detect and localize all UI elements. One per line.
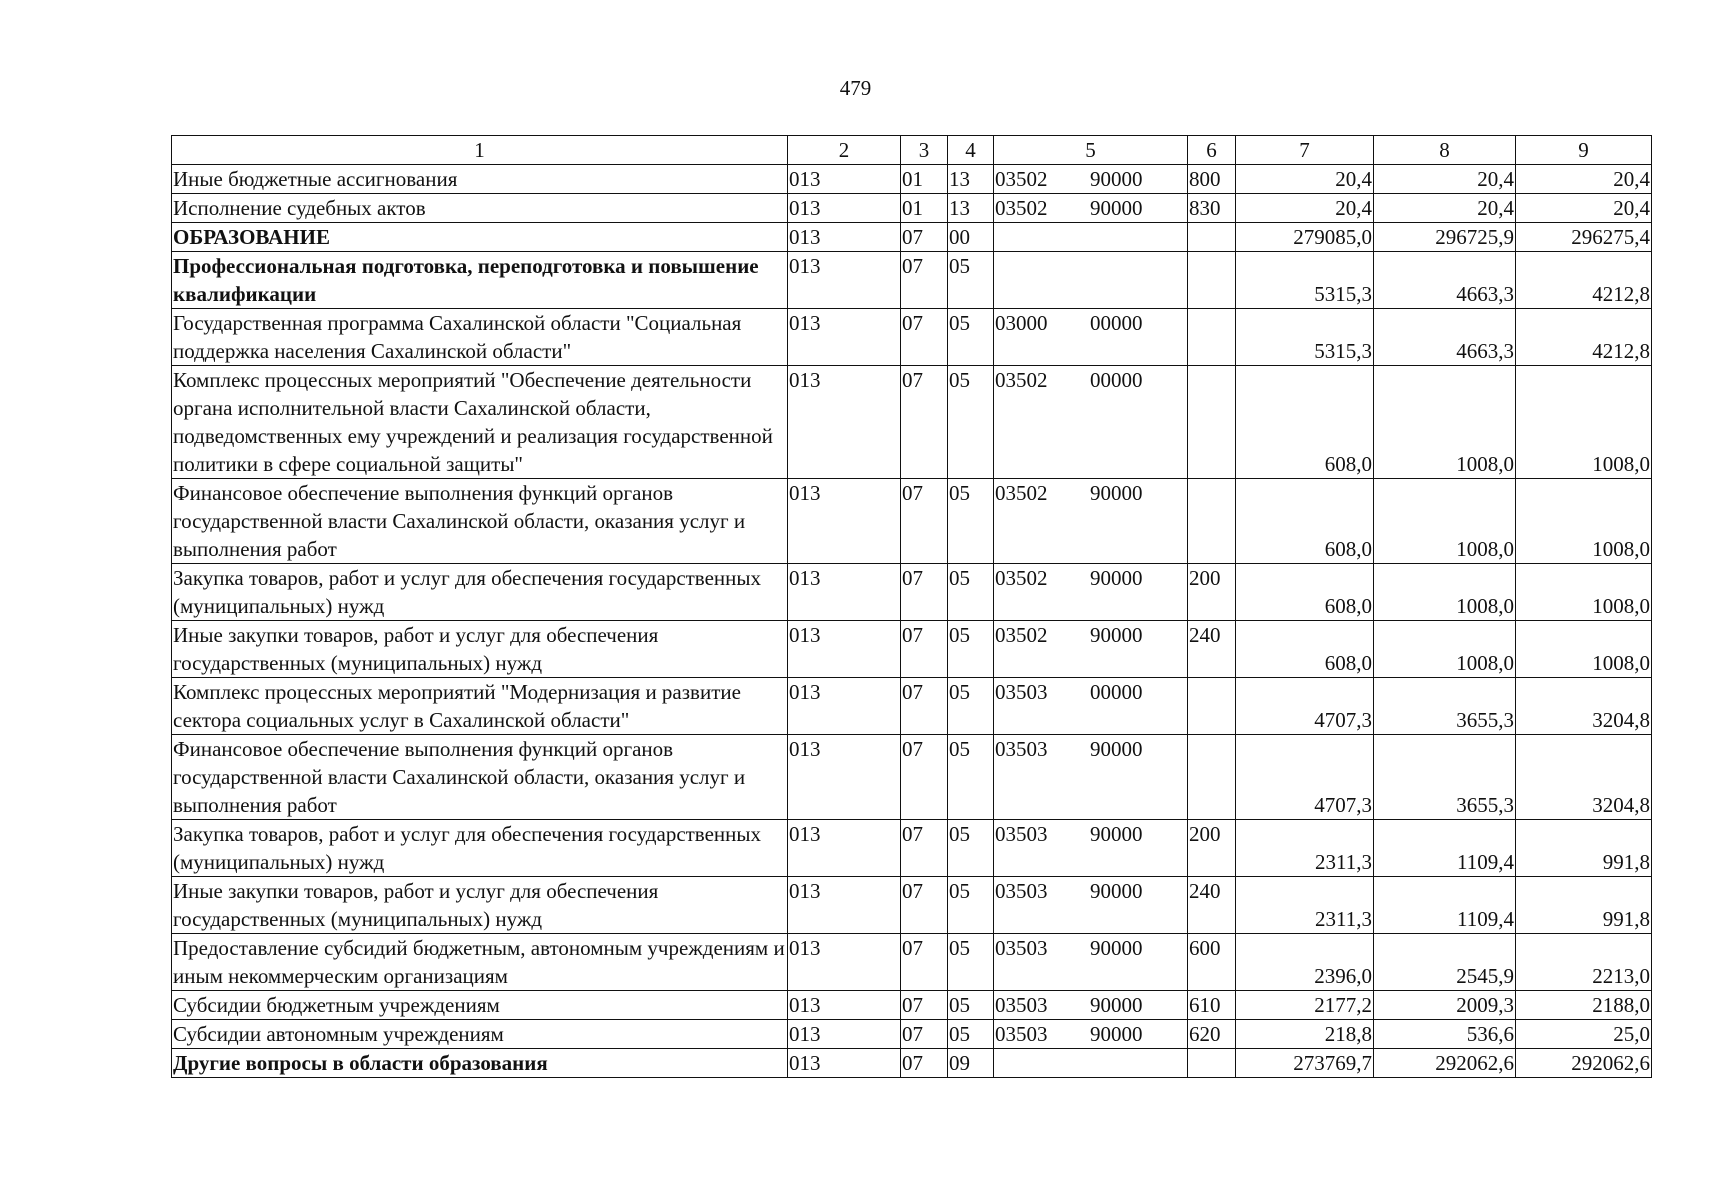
amount-year3-cell: 20,4 [1516,194,1652,223]
section-cell: 07 [901,252,948,309]
amount-year2-cell: 20,4 [1374,194,1516,223]
target-article-part1: 03503 [995,822,1048,846]
amount-year2-cell: 4663,3 [1374,252,1516,309]
amount-year1-cell: 2311,3 [1236,877,1374,934]
row-name-cell: ОБРАЗОВАНИЕ [172,223,788,252]
amount-year2-cell: 2009,3 [1374,991,1516,1020]
target-article-part2: 00000 [1090,680,1143,704]
subsection-cell: 05 [948,678,994,735]
page-number: 479 [839,76,872,100]
target-article-cell [994,877,1188,934]
code-cell: 013 [788,1049,901,1078]
amount-year1-cell: 218,8 [1236,1020,1374,1049]
amount-year2-cell: 1109,4 [1374,820,1516,877]
target-article-cell [994,934,1188,991]
amount-year2-cell: 20,4 [1374,165,1516,194]
target-article-cell [994,194,1188,223]
code-cell: 013 [788,877,901,934]
target-article-part2: 90000 [1090,879,1143,903]
amount-year1-cell: 273769,7 [1236,1049,1374,1078]
subsection-cell: 09 [948,1049,994,1078]
table-row [172,223,1652,252]
target-article-cell [994,621,1188,678]
amount-year1-cell: 4707,3 [1236,678,1374,735]
amount-year1-cell: 5315,3 [1236,309,1374,366]
target-article-part1: 03503 [995,1022,1048,1046]
expense-type-cell: 600 [1188,934,1236,991]
section-cell: 01 [901,165,948,194]
section-cell: 07 [901,1049,948,1078]
code-cell: 013 [788,223,901,252]
target-article-part1: 03502 [995,167,1048,191]
table-row [172,735,1652,820]
table-row [172,165,1652,194]
row-name-cell: Закупка товаров, работ и услуг для обеспечения государственных (муниципальных) нужд [172,564,788,621]
amount-year2-cell: 292062,6 [1374,1049,1516,1078]
target-article-part2: 90000 [1090,936,1143,960]
target-article-part2: 90000 [1090,566,1143,590]
row-name-cell: Иные закупки товаров, работ и услуг для обеспечения государственных (муниципальных) нужд [172,877,788,934]
target-article-cell [994,678,1188,735]
section-cell: 07 [901,366,948,479]
section-cell: 01 [901,194,948,223]
amount-year3-cell: 4212,8 [1516,252,1652,309]
amount-year3-cell: 1008,0 [1516,621,1652,678]
target-article-cell [994,309,1188,366]
amount-year2-cell: 1008,0 [1374,621,1516,678]
target-article-part1: 03000 [995,311,1048,335]
header-cell: 1 [172,136,788,165]
target-article-part2: 90000 [1090,196,1143,220]
amount-year3-cell: 296275,4 [1516,223,1652,252]
amount-year1-cell: 279085,0 [1236,223,1374,252]
row-name-cell: Субсидии бюджетным учреждениям [172,991,788,1020]
expense-type-cell: 620 [1188,1020,1236,1049]
budget-table [171,135,1652,1078]
target-article-cell [994,223,1188,252]
table-row [172,564,1652,621]
header-cell: 7 [1236,136,1374,165]
expense-type-cell: 200 [1188,564,1236,621]
subsection-cell: 05 [948,621,994,678]
target-article-part1: 03502 [995,566,1048,590]
subsection-cell: 05 [948,1020,994,1049]
subsection-cell: 05 [948,820,994,877]
row-name-cell: Другие вопросы в области образования [172,1049,788,1078]
row-name-cell: Закупка товаров, работ и услуг для обеспечения государственных (муниципальных) нужд [172,820,788,877]
expense-type-cell [1188,309,1236,366]
table-row [172,678,1652,735]
table-row [172,252,1652,309]
code-cell: 013 [788,479,901,564]
code-cell: 013 [788,934,901,991]
subsection-cell: 05 [948,309,994,366]
subsection-cell: 05 [948,252,994,309]
target-article-part2: 90000 [1090,1022,1143,1046]
header-cell: 8 [1374,136,1516,165]
subsection-cell: 05 [948,735,994,820]
target-article-part2: 90000 [1090,167,1143,191]
target-article-cell [994,564,1188,621]
header-cell: 9 [1516,136,1652,165]
code-cell: 013 [788,735,901,820]
amount-year1-cell: 608,0 [1236,366,1374,479]
code-cell: 013 [788,252,901,309]
expense-type-cell: 610 [1188,991,1236,1020]
table-row [172,991,1652,1020]
row-name-cell: Профессиональная подготовка, переподготовка и повышение квалификации [172,252,788,309]
amount-year1-cell: 4707,3 [1236,735,1374,820]
section-cell: 07 [901,735,948,820]
section-cell: 07 [901,1020,948,1049]
table-header-row [172,136,1652,165]
target-article-part1: 03503 [995,879,1048,903]
header-cell: 2 [788,136,901,165]
row-name-cell: Комплекс процессных мероприятий "Модернизация и развитие сектора социальных услуг в Сахалинской области" [172,678,788,735]
amount-year1-cell: 5315,3 [1236,252,1374,309]
row-name-cell: Субсидии автономным учреждениям [172,1020,788,1049]
amount-year3-cell: 991,8 [1516,820,1652,877]
expense-type-cell [1188,1049,1236,1078]
amount-year1-cell: 2311,3 [1236,820,1374,877]
amount-year3-cell: 1008,0 [1516,564,1652,621]
subsection-cell: 05 [948,366,994,479]
subsection-cell: 05 [948,934,994,991]
code-cell: 013 [788,194,901,223]
expense-type-cell: 800 [1188,165,1236,194]
row-name-cell: Финансовое обеспечение выполнения функций органов государственной власти Сахалинской области, оказания услуг и выполнения работ [172,735,788,820]
expense-type-cell [1188,678,1236,735]
target-article-part2: 00000 [1090,311,1143,335]
table-row [172,1049,1652,1078]
amount-year2-cell: 1109,4 [1374,877,1516,934]
amount-year1-cell: 20,4 [1236,165,1374,194]
amount-year3-cell: 3204,8 [1516,735,1652,820]
subsection-cell: 05 [948,877,994,934]
target-article-cell [994,991,1188,1020]
target-article-part1: 03502 [995,196,1048,220]
section-cell: 07 [901,223,948,252]
subsection-cell: 13 [948,165,994,194]
target-article-part2: 00000 [1090,368,1143,392]
header-cell: 6 [1188,136,1236,165]
table-row [172,194,1652,223]
expense-type-cell [1188,735,1236,820]
table-row [172,877,1652,934]
amount-year3-cell: 991,8 [1516,877,1652,934]
section-cell: 07 [901,309,948,366]
section-cell: 07 [901,479,948,564]
amount-year1-cell: 20,4 [1236,194,1374,223]
amount-year2-cell: 4663,3 [1374,309,1516,366]
target-article-cell [994,366,1188,479]
target-article-cell [994,252,1188,309]
header-cell: 3 [901,136,948,165]
header-cell: 4 [948,136,994,165]
amount-year3-cell: 2188,0 [1516,991,1652,1020]
subsection-cell: 05 [948,564,994,621]
section-cell: 07 [901,820,948,877]
amount-year1-cell: 2396,0 [1236,934,1374,991]
section-cell: 07 [901,678,948,735]
code-cell: 013 [788,1020,901,1049]
row-name-cell: Комплекс процессных мероприятий "Обеспечение деятельности органа исполнительной власти Сахалинской области, подведомственных ему учреждений и реализация государственной политики в сфере социальной защиты" [172,366,788,479]
target-article-part1: 03502 [995,623,1048,647]
amount-year1-cell: 608,0 [1236,621,1374,678]
table-row [172,820,1652,877]
amount-year1-cell: 608,0 [1236,479,1374,564]
target-article-part1: 03503 [995,737,1048,761]
target-article-part1: 03503 [995,936,1048,960]
expense-type-cell [1188,223,1236,252]
subsection-cell: 13 [948,194,994,223]
table-row [172,1020,1652,1049]
expense-type-cell [1188,252,1236,309]
amount-year3-cell: 1008,0 [1516,366,1652,479]
amount-year2-cell: 3655,3 [1374,735,1516,820]
table-row [172,309,1652,366]
expense-type-cell: 830 [1188,194,1236,223]
subsection-cell: 05 [948,991,994,1020]
target-article-cell [994,1020,1188,1049]
amount-year2-cell: 3655,3 [1374,678,1516,735]
row-name-cell: Предоставление субсидий бюджетным, автономным учреждениям и иным некоммерческим организациям [172,934,788,991]
target-article-part2: 90000 [1090,623,1143,647]
target-article-cell [994,735,1188,820]
code-cell: 013 [788,366,901,479]
row-name-cell: Иные бюджетные ассигнования [172,165,788,194]
header-cell: 5 [994,136,1188,165]
amount-year3-cell: 1008,0 [1516,479,1652,564]
target-article-part1: 03503 [995,993,1048,1017]
amount-year3-cell: 25,0 [1516,1020,1652,1049]
amount-year2-cell: 1008,0 [1374,366,1516,479]
amount-year2-cell: 296725,9 [1374,223,1516,252]
code-cell: 013 [788,165,901,194]
amount-year3-cell: 20,4 [1516,165,1652,194]
target-article-part2: 90000 [1090,481,1143,505]
code-cell: 013 [788,991,901,1020]
table-row [172,934,1652,991]
code-cell: 013 [788,621,901,678]
amount-year2-cell: 1008,0 [1374,479,1516,564]
table-row [172,479,1652,564]
amount-year2-cell: 1008,0 [1374,564,1516,621]
amount-year2-cell: 536,6 [1374,1020,1516,1049]
section-cell: 07 [901,564,948,621]
code-cell: 013 [788,309,901,366]
section-cell: 07 [901,621,948,678]
amount-year3-cell: 2213,0 [1516,934,1652,991]
expense-type-cell [1188,479,1236,564]
target-article-part2: 90000 [1090,737,1143,761]
expense-type-cell: 200 [1188,820,1236,877]
target-article-cell [994,1049,1188,1078]
expense-type-cell: 240 [1188,877,1236,934]
section-cell: 07 [901,934,948,991]
target-article-part1: 03502 [995,481,1048,505]
amount-year2-cell: 2545,9 [1374,934,1516,991]
code-cell: 013 [788,820,901,877]
row-name-cell: Исполнение судебных актов [172,194,788,223]
amount-year3-cell: 4212,8 [1516,309,1652,366]
target-article-part2: 90000 [1090,993,1143,1017]
table-row [172,621,1652,678]
code-cell: 013 [788,564,901,621]
amount-year3-cell: 3204,8 [1516,678,1652,735]
amount-year1-cell: 2177,2 [1236,991,1374,1020]
row-name-cell: Государственная программа Сахалинской области "Социальная поддержка населения Сахалинской области" [172,309,788,366]
target-article-part1: 03502 [995,368,1048,392]
target-article-part2: 90000 [1090,822,1143,846]
subsection-cell: 05 [948,479,994,564]
amount-year1-cell: 608,0 [1236,564,1374,621]
section-cell: 07 [901,877,948,934]
amount-year3-cell: 292062,6 [1516,1049,1652,1078]
code-cell: 013 [788,678,901,735]
subsection-cell: 00 [948,223,994,252]
target-article-cell [994,820,1188,877]
row-name-cell: Иные закупки товаров, работ и услуг для обеспечения государственных (муниципальных) нужд [172,621,788,678]
expense-type-cell: 240 [1188,621,1236,678]
target-article-cell [994,479,1188,564]
target-article-part1: 03503 [995,680,1048,704]
row-name-cell: Финансовое обеспечение выполнения функций органов государственной власти Сахалинской области, оказания услуг и выполнения работ [172,479,788,564]
target-article-cell [994,165,1188,194]
section-cell: 07 [901,991,948,1020]
table-row [172,366,1652,479]
expense-type-cell [1188,366,1236,479]
